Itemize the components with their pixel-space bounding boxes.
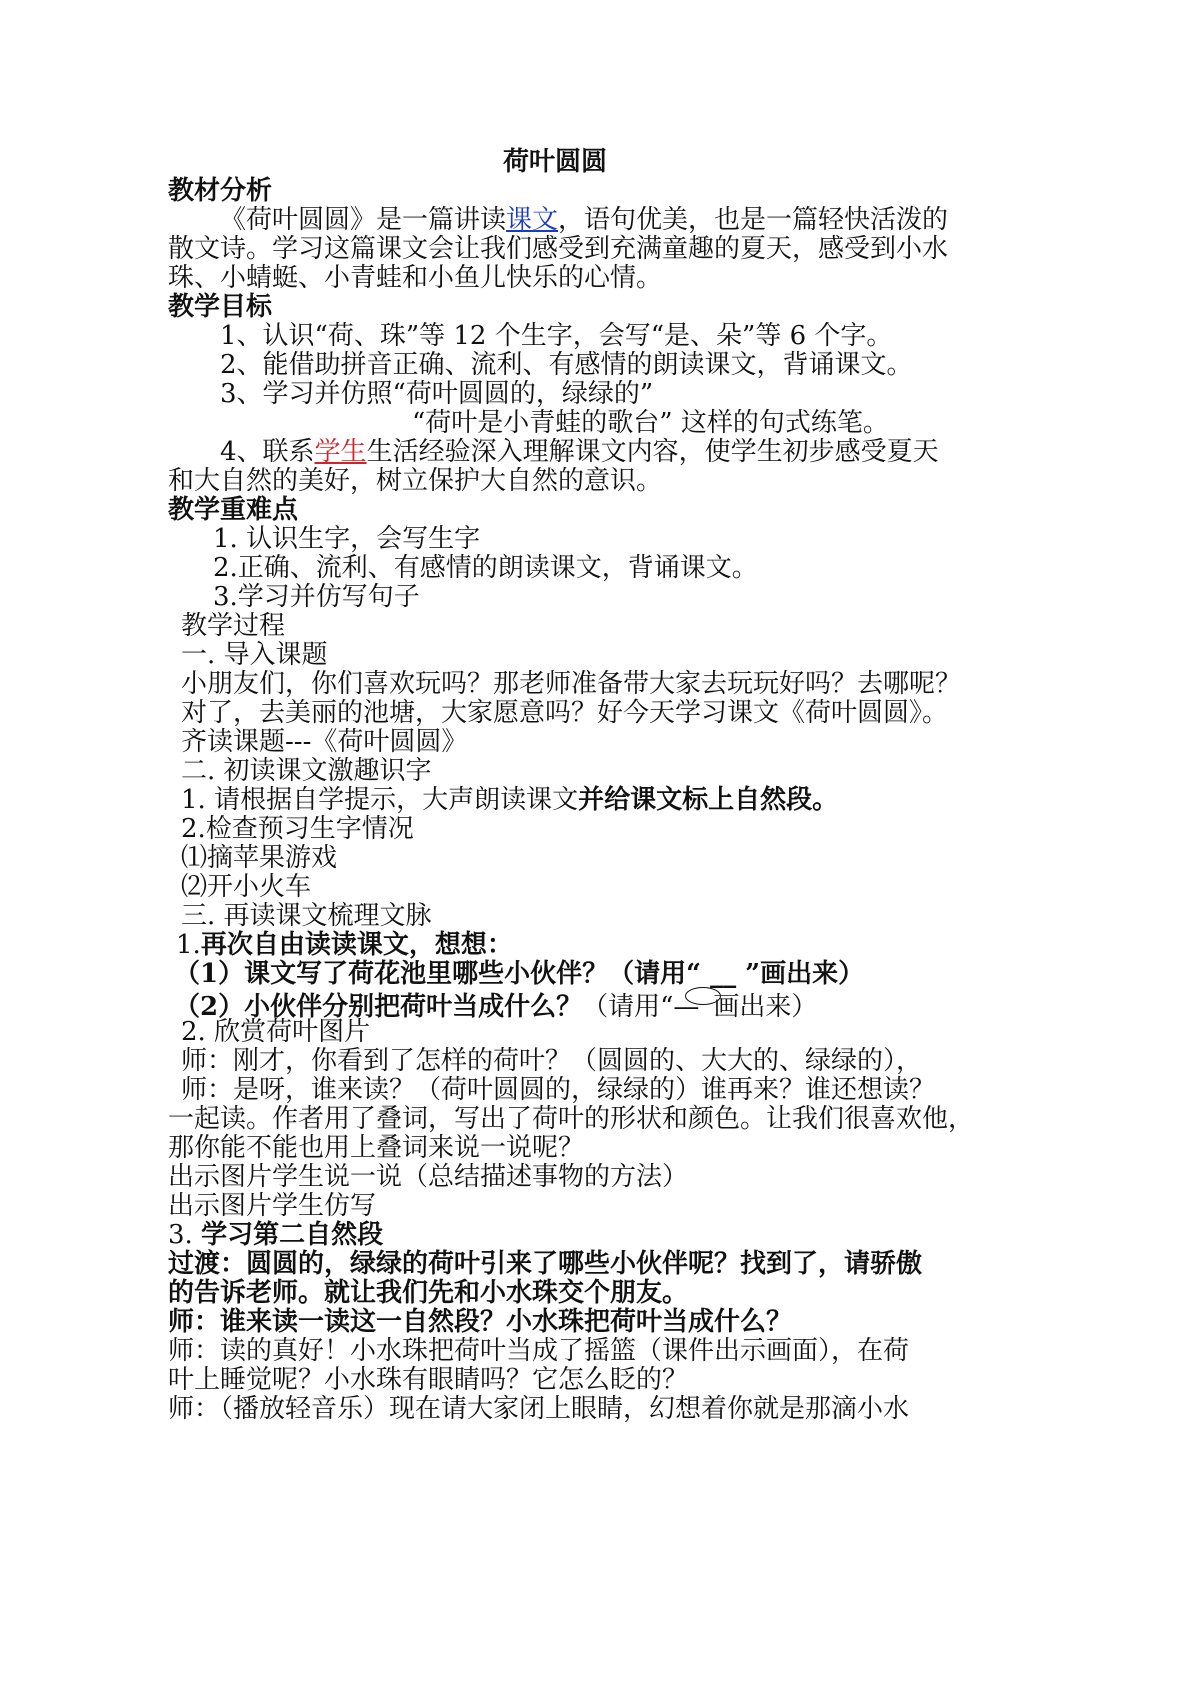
process-line: 一起读。作者用了叠词，写出了荷叶的形状和颜色。让我们很喜欢他， <box>168 1104 975 1134</box>
process-line: ⑴摘苹果游戏 <box>181 843 338 873</box>
process-section-1: 一. 导入课题 <box>181 640 328 670</box>
goal-4: 4、联系学生生活经验深入理解课文内容，使学生初步感受夏天 <box>220 437 939 467</box>
process-line: （1）课文写了荷花池里哪些小伙伴？（请用“ __ ”画出来） <box>174 959 865 989</box>
keypoint-1: 1. 认识生字，会写生字 <box>213 524 481 554</box>
goal-4-line-2: 和大自然的美好，树立保护大自然的意识。 <box>168 466 663 496</box>
process-line: 过渡：圆圆的，绿绿的荷叶引来了哪些小伙伴呢？找到了，请骄傲 <box>168 1249 923 1279</box>
process-line: 小朋友们，你们喜欢玩吗？那老师准备带大家去玩玩好吗？去哪呢？ <box>181 669 962 699</box>
process-line: 叶上睡觉呢？小水珠有眼睛吗？它怎么眨的？ <box>168 1365 689 1395</box>
process-line: ⑵开小火车 <box>181 872 312 902</box>
goal-3-line-2: “荷叶是小青蛙的歌台” 这样的句式练笔。 <box>412 408 889 438</box>
process-line: 出示图片学生仿写 <box>168 1191 377 1221</box>
keypoint-3: 3.学习并仿写句子 <box>213 582 420 612</box>
process-line: 师：刚才，你看到了怎样的荷叶？（圆圆的、大大的、绿绿的）， <box>181 1046 923 1076</box>
heading-goals: 教学目标 <box>168 292 273 322</box>
process-line: 齐读课题---《荷叶圆圆》 <box>181 727 468 757</box>
process-line: （2）小伙伴分别把荷叶当成什么？（请用“— 画出来） <box>174 987 817 1023</box>
process-line: 对了，去美丽的池塘，大家愿意吗？好今天学习课文《荷叶圆圆》。 <box>181 698 949 728</box>
link-kewen[interactable]: 课文 <box>506 205 559 235</box>
keypoint-2: 2.正确、流利、有感情的朗读课文，背诵课文。 <box>213 553 758 583</box>
goal-1: 1、认识“荷、珠”等 12 个生字，会写“是、朵”等 6 个字。 <box>220 321 893 351</box>
process-line: 3. 学习第二自然段 <box>168 1220 384 1250</box>
analysis-line-1: 《荷叶圆圆》是一篇讲读课文，语句优美，也是一篇轻快活泼的 <box>220 205 949 235</box>
process-line: 1. 请根据自学提示，大声朗读课文并给课文标上自然段。 <box>181 785 839 815</box>
process-line: 2. 欣赏荷叶图片 <box>181 1017 371 1047</box>
analysis-line-2: 散文诗。学习这篇课文会让我们感受到充满童趣的夏天，感受到小水 <box>168 234 949 264</box>
process-line: 那你能不能也用上叠词来说一说呢？ <box>168 1133 585 1163</box>
heading-process: 教学过程 <box>181 611 286 641</box>
goal-3-line-1: 3、学习并仿照“荷叶圆圆的，绿绿的” <box>220 379 654 409</box>
process-line: 2.检查预习生字情况 <box>181 814 414 844</box>
analysis-line-3: 珠、小蜻蜓、小青蛙和小鱼儿快乐的心情。 <box>168 263 663 293</box>
heading-analysis: 教材分析 <box>168 176 273 206</box>
process-line: 师：是呀，谁来读？（荷叶圆圆的，绿绿的）谁再来？谁还想读？ <box>181 1075 936 1105</box>
goal-2: 2、能借助拼音正确、流利、有感情的朗读课文，背诵课文。 <box>220 350 913 380</box>
process-section-2: 二. 初读课文激趣识字 <box>181 756 432 786</box>
process-section-3: 三. 再读课文梳理文脉 <box>181 901 432 931</box>
process-line: 出示图片学生说一说（总结描述事物的方法） <box>168 1162 689 1192</box>
process-line: 师：读的真好！小水珠把荷叶当成了摇篮（课件出示画面），在荷 <box>168 1336 910 1366</box>
process-line: 的告诉老师。就让我们先和小水珠交个朋友。 <box>168 1278 689 1308</box>
document-title: 荷叶圆圆 <box>503 147 608 177</box>
process-line: 师：（播放轻音乐）现在请大家闭上眼睛，幻想着你就是那滴小水 <box>168 1394 910 1424</box>
process-line: 1.再次自由读读课文，想想： <box>176 930 513 960</box>
heading-keypoints: 教学重难点 <box>168 495 299 525</box>
process-line: 师：谁来读一读这一自然段？小水珠把荷叶当成什么？ <box>168 1307 793 1337</box>
link-xuesheng[interactable]: 学生 <box>314 437 367 467</box>
